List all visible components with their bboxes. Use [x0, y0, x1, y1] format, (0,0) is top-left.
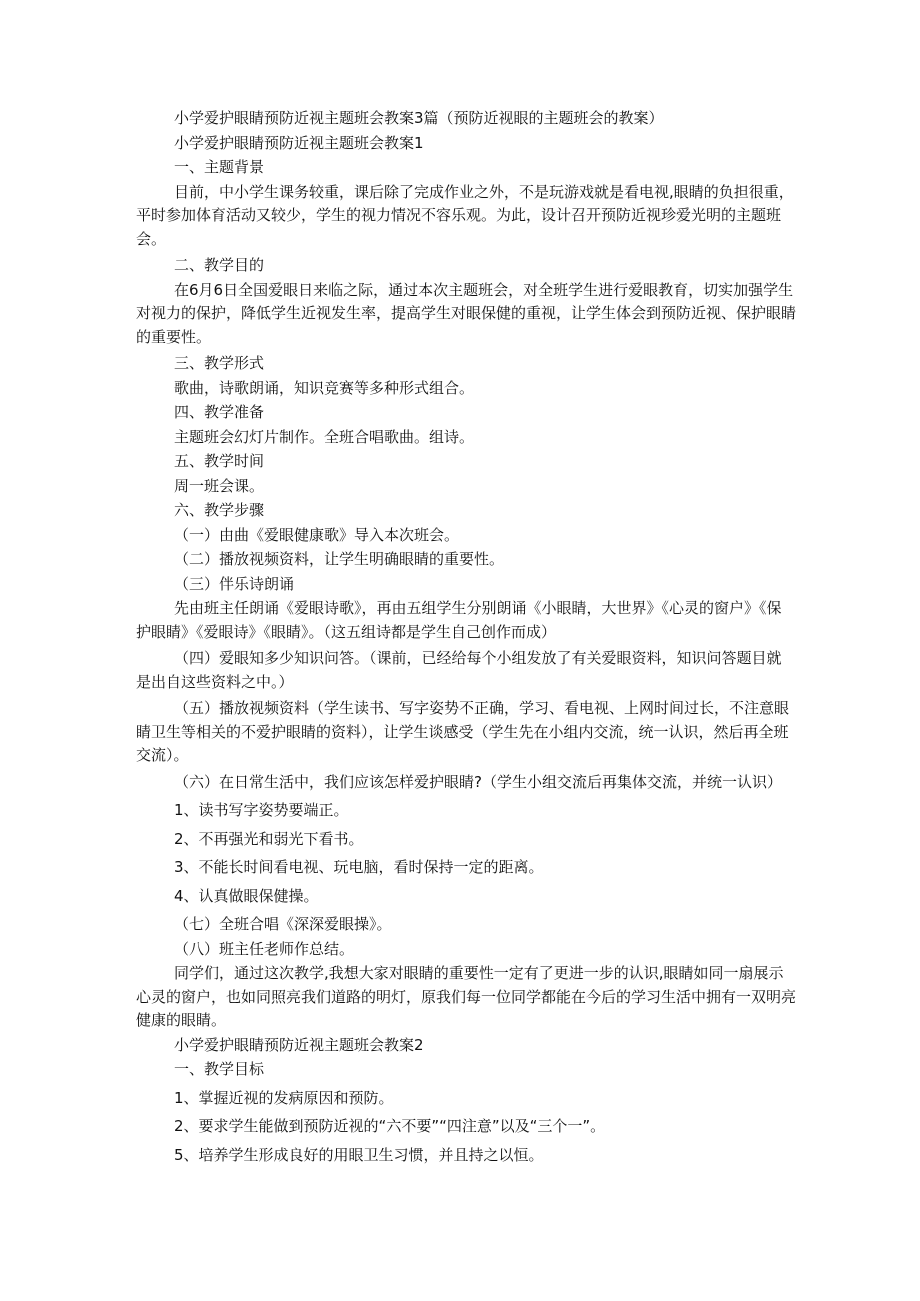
paragraph: 目前，中小学生课务较重，课后除了完成作业之外，不是玩游戏就是看电视,眼睛的负担很重，平时参加体育活动又较少，学生的视力情况不容乐观。为此，设计召开预防近视珍爱光明的主题班会。	[136, 182, 794, 248]
section-heading: 六、教学步骤	[174, 501, 265, 519]
paragraph: 同学们，通过这次教学,我想大家对眼睛的重要性一定有了更进一步的认识,眼睛如同一扇展示心灵的窗户，也如同照亮我们道路的明灯，原我们每一位同学都能在今后的学习生活中拥有一双明亮健康的眼睛。	[136, 964, 797, 1029]
document-title: 小学爱护眼睛预防近视主题班会教案3篇（预防近视眼的主题班会的教案）	[174, 109, 664, 127]
step-item: （八）班主任老师作总结。	[174, 939, 355, 958]
step-item: （七）全班合唱《深深爱眼操》。	[174, 915, 392, 933]
step-item: （三）伴乐诗朗诵	[174, 574, 295, 593]
section-heading: 三、教学形式	[174, 354, 265, 372]
paragraph: 在6月6日全国爱眼日来临之际，通过本次主题班会，对全班学生进行爱眼教育，切实加强学生对视力的保护，降低学生近视发生率，提高学生对眼保健的重视，让学生体会到预防近视、保护眼睛的重要性。	[136, 280, 797, 346]
step-item: （一）由曲《爱眼健康歌》导入本次班会。	[174, 525, 460, 544]
list-item: 1、读书写字姿势要端正。	[174, 801, 349, 819]
section-heading: 四、教学准备	[174, 403, 265, 421]
paragraph: 主题班会幻灯片制作。全班合唱歌曲。组诗。	[174, 427, 475, 446]
step-item: （二）播放视频资料，让学生明确眼睛的重要性。	[174, 550, 505, 568]
lesson1-heading: 小学爱护眼睛预防近视主题班会教案1	[174, 133, 424, 152]
section-heading: 一、教学目标	[174, 1060, 265, 1078]
list-item: 2、不再强光和弱光下看书。	[174, 829, 364, 848]
step-item: （四）爱眼知多少知识问答。（课前，已经给每个小组发放了有关爱眼资料，知识问答题目就是出自这些资料之中。）	[136, 649, 782, 691]
paragraph: 先由班主任朗诵《爱眼诗歌》，再由五组学生分别朗诵《小眼睛，大世界》《心灵的窗户》《保护眼睛》《爱眼诗》《眼睛》。（这五组诗都是学生自己创作而成）	[136, 599, 782, 641]
lesson2-heading: 小学爱护眼睛预防近视主题班会教案2	[174, 1035, 424, 1054]
list-item: 4、认真做眼保健操。	[174, 886, 319, 905]
section-heading: 二、教学目的	[174, 256, 265, 274]
paragraph: 歌曲，诗歌朗诵，知识竞赛等多种形式组合。	[174, 378, 475, 397]
list-item: 3、不能长时间看电视、玩电脑，看时保持一定的距离。	[174, 858, 544, 876]
step-item: （五）播放视频资料（学生读书、写字姿势不正确，学习、看电视、上网时间过长，不注意眼睛卫生等相关的不爱护眼睛的资料），让学生谈感受（学生先在小组内交流，统一认识，然后再全班交流）。	[136, 699, 790, 764]
section-heading: 五、教学时间	[174, 452, 265, 470]
step-item: （六）在日常生活中，我们应该怎样爱护眼睛?（学生小组交流后再集体交流，并统一认识）	[174, 772, 782, 791]
document-body	[136, 107, 796, 1167]
list-item: 5、培养学生形成良好的用眼卫生习惯，并且持之以恒。	[174, 1145, 544, 1164]
paragraph: 周一班会课。	[174, 476, 265, 495]
list-item: 2、要求学生能做到预防近视的“六不要”“四注意”以及“三个一”。	[174, 1117, 606, 1135]
list-item: 1、掌握近视的发病原因和预防。	[174, 1088, 394, 1107]
section-heading: 一、主题背景	[174, 158, 265, 176]
